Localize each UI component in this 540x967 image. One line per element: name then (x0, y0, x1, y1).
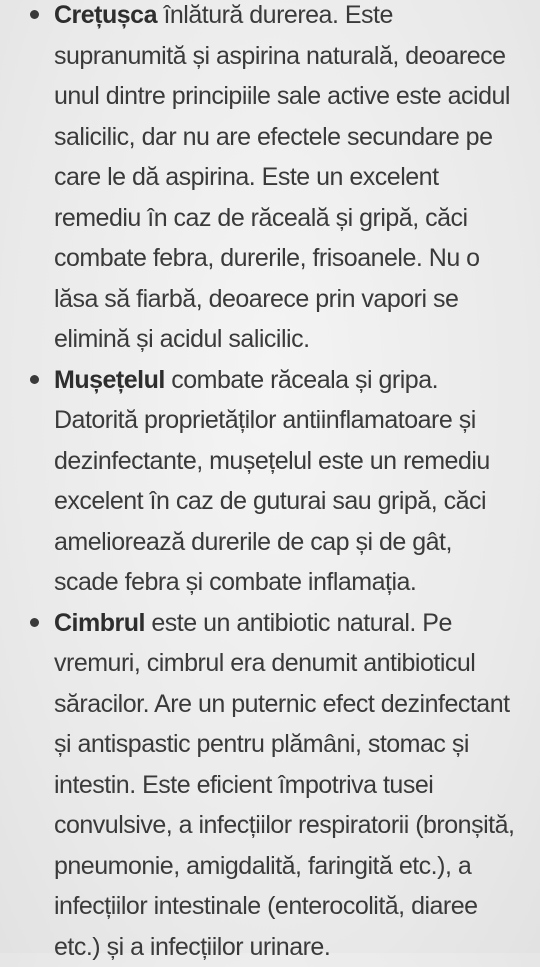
list-item (30, 0, 522, 360)
bullet-icon (30, 618, 39, 627)
item-term: Mușețelul (54, 366, 165, 394)
item-term: Cimbrul (54, 609, 145, 637)
item-term: Crețușca (54, 1, 157, 29)
remedy-list (30, 0, 522, 967)
list-item (30, 360, 522, 603)
bullet-icon (30, 375, 39, 384)
item-text: înlătură durerea. Este supranumită și aspirina naturală, deoarece unul dintre principiile sale active este acidul salicilic, dar nu are efectele secundare pe care le dă aspirina. Este un excelent remediu în caz de răceală și gripă, căci combate febra, durerile, frisoanele. Nu o lăsa să fiarbă, deoarece prin vapori se elimină și acidul salicilic. (54, 1, 510, 353)
item-text: este un antibiotic natural. Pe vremuri, cimbrul era denumit antibioticul săracilor. Are un puternic efect dezinfectant și antispastic pentru plămâni, stomac și intestin. Este eficient împotriva tusei convulsive, a infecțiilor respiratorii (bronșită, pneumonie, amigdalită, faringită etc.), a infecțiilor intestinale (enterocolită, diaree etc.) și a infecțiilor urinare. (54, 609, 514, 961)
list-item (30, 603, 522, 967)
item-text: combate răceala și gripa. Datorită proprietăților antiinflamatoare și dezinfectante, mușețelul este un remediu excelent în caz de guturai sau gripă, căci ameliorează durerile de cap și de gât, scade febra și combate inflamația. (54, 366, 490, 597)
bullet-icon (30, 10, 39, 19)
